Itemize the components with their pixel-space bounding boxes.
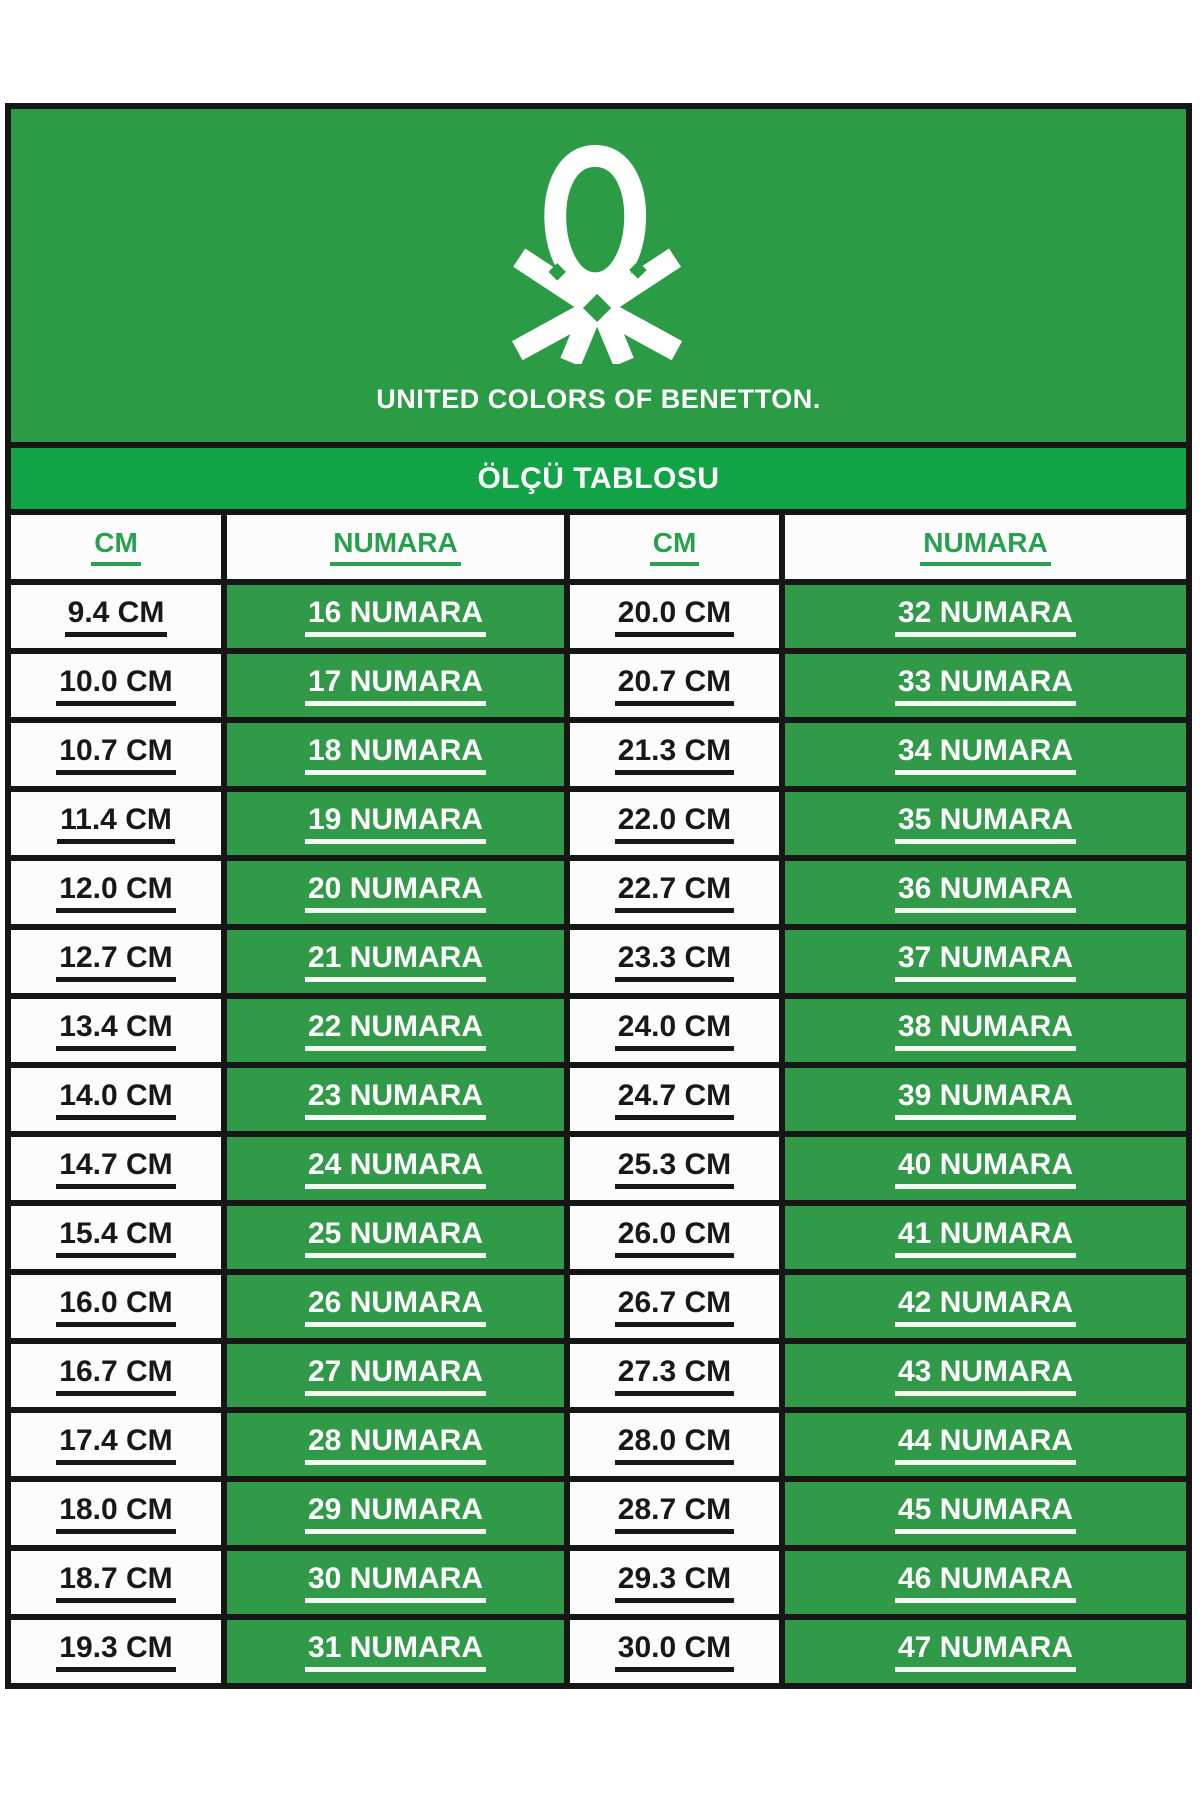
cm-cell <box>570 1275 779 1338</box>
numara-cell-text: 27 NUMARA <box>305 1355 486 1396</box>
cm-cell-text: 16.7 CM <box>56 1355 175 1396</box>
cm-cell-text: 28.0 CM <box>615 1424 734 1465</box>
cm-cell <box>570 654 779 717</box>
column-header-cm-text: CM <box>650 528 700 566</box>
cm-cell-text: 24.7 CM <box>615 1079 734 1120</box>
cm-cell <box>11 930 221 993</box>
numara-cell <box>785 1413 1186 1476</box>
cm-cell <box>11 723 221 786</box>
cm-cell <box>570 1551 779 1614</box>
table-title: ÖLÇÜ TABLOSU <box>477 461 720 495</box>
numara-cell <box>227 930 564 993</box>
numara-cell-text: 35 NUMARA <box>895 803 1076 844</box>
numara-cell <box>785 654 1186 717</box>
cm-cell <box>570 1413 779 1476</box>
cm-cell <box>570 1482 779 1545</box>
numara-cell <box>785 1620 1186 1683</box>
numara-cell-text: 41 NUMARA <box>895 1217 1076 1258</box>
numara-cell-text: 22 NUMARA <box>305 1010 486 1051</box>
cm-cell <box>11 1551 221 1614</box>
cm-cell-text: 22.0 CM <box>615 803 734 844</box>
cm-cell-text: 25.3 CM <box>615 1148 734 1189</box>
cm-cell-text: 21.3 CM <box>615 734 734 775</box>
numara-cell-text: 37 NUMARA <box>895 941 1076 982</box>
brand-header <box>11 109 1186 442</box>
cm-cell-text: 26.7 CM <box>615 1286 734 1327</box>
numara-cell <box>785 1551 1186 1614</box>
numara-cell-text: 39 NUMARA <box>895 1079 1076 1120</box>
cm-cell-text: 20.0 CM <box>615 596 734 637</box>
cm-cell <box>570 1206 779 1269</box>
cm-cell-text: 27.3 CM <box>615 1355 734 1396</box>
numara-cell <box>785 1137 1186 1200</box>
column-header-cm-text: CM <box>91 528 141 566</box>
numara-cell <box>785 792 1186 855</box>
cm-cell-text: 17.4 CM <box>56 1424 175 1465</box>
numara-cell-text: 25 NUMARA <box>305 1217 486 1258</box>
numara-cell-text: 16 NUMARA <box>305 596 486 637</box>
numara-cell-text: 29 NUMARA <box>305 1493 486 1534</box>
cm-cell-text: 13.4 CM <box>56 1010 175 1051</box>
numara-cell-text: 24 NUMARA <box>305 1148 486 1189</box>
numara-cell <box>227 999 564 1062</box>
cm-cell-text: 12.7 CM <box>56 941 175 982</box>
cm-cell <box>570 1137 779 1200</box>
numara-cell-text: 45 NUMARA <box>895 1493 1076 1534</box>
column-header-numara-text: NUMARA <box>920 528 1050 566</box>
cm-cell <box>11 792 221 855</box>
cm-cell <box>11 1206 221 1269</box>
column-header-numara <box>227 515 564 579</box>
numara-cell <box>227 654 564 717</box>
cm-cell <box>11 861 221 924</box>
cm-cell-text: 18.0 CM <box>56 1493 175 1534</box>
numara-cell <box>785 1068 1186 1131</box>
cm-cell-text: 19.3 CM <box>56 1631 175 1672</box>
numara-cell <box>227 1620 564 1683</box>
cm-cell-text: 11.4 CM <box>57 803 175 844</box>
cm-cell-text: 20.7 CM <box>615 665 734 706</box>
cm-cell-text: 30.0 CM <box>615 1631 734 1672</box>
numara-cell <box>785 1275 1186 1338</box>
numara-cell <box>785 930 1186 993</box>
numara-cell-text: 30 NUMARA <box>305 1562 486 1603</box>
numara-cell-text: 23 NUMARA <box>305 1079 486 1120</box>
column-header-numara-text: NUMARA <box>330 528 460 566</box>
benetton-knot-icon <box>510 136 688 364</box>
numara-cell-text: 26 NUMARA <box>305 1286 486 1327</box>
cm-cell-text: 26.0 CM <box>615 1217 734 1258</box>
numara-cell <box>227 1068 564 1131</box>
cm-cell-text: 14.7 CM <box>56 1148 175 1189</box>
numara-cell <box>227 585 564 648</box>
numara-cell <box>227 1206 564 1269</box>
numara-cell <box>227 792 564 855</box>
numara-cell <box>785 999 1186 1062</box>
cm-cell <box>570 861 779 924</box>
size-chart-table <box>5 103 1192 1689</box>
numara-cell <box>227 723 564 786</box>
numara-cell-text: 42 NUMARA <box>895 1286 1076 1327</box>
cm-cell <box>570 999 779 1062</box>
numara-cell <box>227 1275 564 1338</box>
numara-cell <box>227 1482 564 1545</box>
numara-cell-text: 38 NUMARA <box>895 1010 1076 1051</box>
numara-cell <box>785 723 1186 786</box>
numara-cell-text: 44 NUMARA <box>895 1424 1076 1465</box>
numara-cell-text: 21 NUMARA <box>305 941 486 982</box>
cm-cell <box>11 1137 221 1200</box>
numara-cell-text: 20 NUMARA <box>305 872 486 913</box>
cm-cell <box>570 930 779 993</box>
cm-cell <box>570 1620 779 1683</box>
numara-cell-text: 17 NUMARA <box>305 665 486 706</box>
cm-cell-text: 28.7 CM <box>615 1493 734 1534</box>
cm-cell <box>11 1620 221 1683</box>
column-header-numara <box>785 515 1186 579</box>
numara-cell <box>785 1206 1186 1269</box>
cm-cell-text: 18.7 CM <box>56 1562 175 1603</box>
cm-cell-text: 22.7 CM <box>615 872 734 913</box>
cm-cell <box>11 1068 221 1131</box>
cm-cell <box>11 1413 221 1476</box>
numara-cell-text: 36 NUMARA <box>895 872 1076 913</box>
cm-cell-text: 14.0 CM <box>56 1079 175 1120</box>
numara-cell <box>227 1551 564 1614</box>
numara-cell-text: 43 NUMARA <box>895 1355 1076 1396</box>
column-header-cm <box>11 515 221 579</box>
cm-cell-text: 29.3 CM <box>615 1562 734 1603</box>
numara-cell <box>785 1482 1186 1545</box>
column-header-cm <box>570 515 779 579</box>
cm-cell <box>570 1068 779 1131</box>
numara-cell <box>785 585 1186 648</box>
cm-cell <box>11 1344 221 1407</box>
cm-cell-text: 15.4 CM <box>56 1217 175 1258</box>
numara-cell-text: 28 NUMARA <box>305 1424 486 1465</box>
cm-cell <box>570 585 779 648</box>
cm-cell <box>570 792 779 855</box>
numara-cell-text: 40 NUMARA <box>895 1148 1076 1189</box>
cm-cell <box>11 585 221 648</box>
cm-cell-text: 9.4 CM <box>65 596 168 637</box>
cm-cell-text: 23.3 CM <box>615 941 734 982</box>
cm-cell <box>11 1275 221 1338</box>
brand-wordmark: UNITED COLORS OF BENETTON. <box>376 384 821 414</box>
numara-cell-text: 47 NUMARA <box>895 1631 1076 1672</box>
numara-cell-text: 32 NUMARA <box>895 596 1076 637</box>
numara-cell-text: 33 NUMARA <box>895 665 1076 706</box>
numara-cell <box>785 1344 1186 1407</box>
numara-cell-text: 31 NUMARA <box>305 1631 486 1672</box>
cm-cell-text: 24.0 CM <box>615 1010 734 1051</box>
numara-cell-text: 18 NUMARA <box>305 734 486 775</box>
cm-cell-text: 10.0 CM <box>56 665 175 706</box>
cm-cell <box>11 999 221 1062</box>
numara-cell <box>227 1344 564 1407</box>
numara-cell-text: 34 NUMARA <box>895 734 1076 775</box>
numara-cell <box>227 861 564 924</box>
cm-cell-text: 12.0 CM <box>56 872 175 913</box>
cm-cell <box>570 723 779 786</box>
cm-cell-text: 10.7 CM <box>56 734 175 775</box>
numara-cell <box>785 861 1186 924</box>
numara-cell <box>227 1413 564 1476</box>
cm-cell <box>11 654 221 717</box>
numara-cell <box>227 1137 564 1200</box>
cm-cell <box>570 1344 779 1407</box>
cm-cell-text: 16.0 CM <box>56 1286 175 1327</box>
numara-cell-text: 46 NUMARA <box>895 1562 1076 1603</box>
numara-cell-text: 19 NUMARA <box>305 803 486 844</box>
cm-cell <box>11 1482 221 1545</box>
table-title-bar <box>11 448 1186 509</box>
